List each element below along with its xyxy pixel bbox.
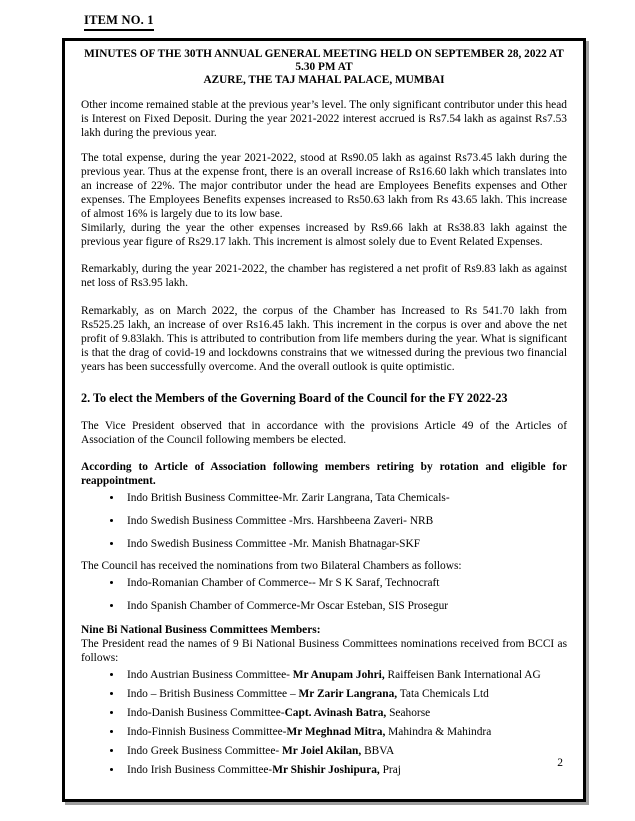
section-heading: 2. To elect the Members of the Governing Board of the Council for the FY 2022-23 xyxy=(81,391,508,405)
meeting-title-line1: MINUTES OF THE 30TH ANNUAL GENERAL MEETING HELD ON SEPTEMBER 28, 2022 AT 5.30 PM AT xyxy=(84,48,564,73)
committee-name: Indo-Danish Business Committee- xyxy=(127,707,285,719)
member-company: Mahindra & Mahindra xyxy=(385,726,492,738)
subsection-heading-binational: Nine Bi National Business Committees Members: xyxy=(81,624,321,636)
list-item xyxy=(123,706,567,720)
list-item: • Indo Swedish Business Committee -Mrs. Harshbeena Zaveri- NRB xyxy=(123,514,567,528)
meeting-title xyxy=(81,48,567,87)
committee-name: Indo – British Business Committee – xyxy=(127,688,299,700)
list-item xyxy=(123,744,567,758)
member-company: Seahorse xyxy=(386,707,431,719)
member-company: BBVA xyxy=(361,745,395,757)
meeting-title-line2: AZURE, THE TAJ MAHAL PALACE, MUMBAI xyxy=(203,74,445,86)
paragraph-bilateral-intro: The Council has received the nominations from two Bilateral Chambers as follows: xyxy=(81,560,462,572)
list-item: • Indo Swedish Business Committee -Mr. Manish Bhatnagar-SKF xyxy=(123,537,567,551)
paragraph-vice-president: The Vice President observed that in accordance with the provisions Article 49 of the Articles of Association of the Council following members be elected. xyxy=(81,420,567,446)
paragraph-total-expense xyxy=(81,151,567,249)
list-item xyxy=(123,668,567,682)
member-company: Praj xyxy=(379,764,401,776)
committee-name: Indo Greek Business Committee- xyxy=(127,745,283,757)
member-name: Mr Joiel Akilan, xyxy=(282,745,362,757)
page-number: 2 xyxy=(557,757,563,769)
list-item xyxy=(123,687,567,701)
list-item: • Indo British Business Committee-Mr. Zarir Langrana, Tata Chemicals- xyxy=(123,491,567,505)
list-item xyxy=(123,725,567,739)
member-name: Mr Anupam Johri, xyxy=(292,669,385,681)
paragraph-corpus: Remarkably, as on March 2022, the corpus of the Chamber has Increased to Rs 541.70 lakh from Rs525.25 lakh, an increase of over Rs16.45 lakh. This increment in the corpus is over and above the net profit of 9.83lakh. This is attributed to contribution from life members during the year. What is significant is that the drag of covid-19 and lockdowns constrains that we witnessed during the previous two financial years has been successfully overcome. And the overall outlook is quite optimistic. xyxy=(81,305,567,373)
member-name: Mr Zarir Langrana, xyxy=(298,688,398,700)
bilateral-list xyxy=(81,576,567,613)
paragraph-total-expense-part2: Similarly, during the year the other expenses increased by Rs9.66 lakh at Rs38.83 lakh against the previous year figure of Rs29.17 lakh. This increment is almost solely due to Event Related Expenses. xyxy=(81,222,567,248)
minutes-box xyxy=(62,38,586,802)
binational-list xyxy=(81,668,567,777)
committee-name: Indo Irish Business Committee- xyxy=(127,764,273,776)
paragraph-other-income: Other income remained stable at the previous year’s level. The only significant contributor under this head is Interest on Fixed Deposit. During the year 2021-2022 interest accrued is Rs7.54 lakh as against Rs7.53 lakh during the previous year. xyxy=(81,99,567,139)
member-name: Mr Shishir Joshipura, xyxy=(272,764,380,776)
item-heading: ITEM NO. 1 xyxy=(84,13,154,31)
paragraph-total-expense-part1: The total expense, during the year 2021-2022, stood at Rs90.05 lakh as against Rs73.45 lakh during the previous year. Thus at the expense front, there is an overall increase of Rs16.60 lakh which translates into an increase of 22%. The major contributor under the head are Employees Benefits expenses and Other expenses. The Employees Benefits expenses increased to Rs50.63 lakh from Rs 43.65 lakh. This increase of almost 16% is largely due to its low base. xyxy=(81,152,567,220)
subsection-heading-reappointment: According to Article of Association following members retiring by rotation and eligible for reappointment. xyxy=(81,461,567,487)
member-company: Tata Chemicals Ltd xyxy=(397,688,489,700)
list-item: • Indo-Romanian Chamber of Commerce-- Mr S K Saraf, Technocraft xyxy=(123,576,567,590)
committee-name: Indo Austrian Business Committee- xyxy=(127,669,293,681)
member-company: Raiffeisen Bank International AG xyxy=(384,669,541,681)
member-name: Capt. Avinash Batra, xyxy=(284,707,387,719)
member-name: Mr Meghnad Mitra, xyxy=(286,726,386,738)
paragraph-net-profit: Remarkably, during the year 2021-2022, the chamber has registered a net profit of Rs9.83 lakh as against net loss of Rs3.95 lakh. xyxy=(81,263,567,289)
list-item: • Indo Spanish Chamber of Commerce-Mr Oscar Esteban, SIS Prosegur xyxy=(123,599,567,613)
paragraph-binational-intro: The President read the names of 9 Bi National Business Committees nominations received from BCCI as follows: xyxy=(81,638,567,664)
reappointment-list xyxy=(81,491,567,551)
list-item xyxy=(123,763,567,777)
committee-name: Indo-Finnish Business Committee- xyxy=(127,726,287,738)
